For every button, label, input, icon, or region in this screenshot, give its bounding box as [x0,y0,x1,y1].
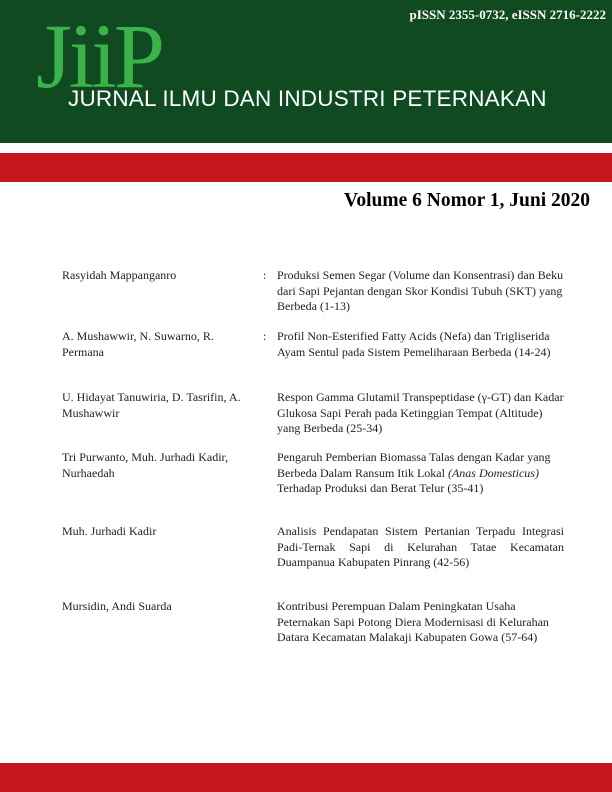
entry-authors: U. Hidayat Tanuwiria, D. Tasrifin, A. Mushawwir [62,390,241,420]
entry-authors: Tri Purwanto, Muh. Jurhadi Kadir, Nurhaedah [62,450,229,480]
entry-separator: : [263,329,267,343]
entry-authors: Mursidin, Andi Suarda [62,599,172,613]
entry-title[interactable]: Analisis Pendapatan Sistem Pertanian Terpadu Integrasi Padi-Ternak Sapi di Kelurahan Tatae Kecamatan Duampanua Kabupaten Pinrang (42-56) [277,524,564,569]
entry-authors: A. Mushawwir, N. Suwarno, R. Permana [62,329,214,359]
entry-title-part: Terhadap Produksi dan Berat Telur (35-41) [277,481,484,495]
entry-title[interactable] [277,450,564,497]
volume-issue: Volume 6 Nomor 1, Juni 2020 [344,190,590,211]
journal-logo: JiiP [36,5,163,107]
top-red-bar [0,153,612,182]
bottom-red-bar [0,763,612,792]
entry-title[interactable]: Kontribusi Perempuan Dalam Peningkatan Usaha Peternakan Sapi Potong Diera Modernisasi di Kelurahan Datara Kecamatan Malakaji Kabupaten Gowa (57-64) [277,599,549,644]
entry-separator: : [263,268,267,282]
entry-title-part: Pengaruh Pemberian Biomassa Talas dengan Kadar yang Berbeda Dalam Ransum Itik Lokal [277,450,551,480]
entry-title-italic: (Anas Domesticus) [447,465,539,480]
header-gap [0,143,612,153]
issn-text: pISSN 2355-0732, eISSN 2716-2222 [409,7,606,22]
entry-title[interactable]: Profil Non-Esterified Fatty Acids (Nefa) dan Trigliserida Ayam Sentul pada Sistem Pemeliharaan Berbeda (14-24) [277,329,551,359]
entry-authors: Rasyidah Mappanganro [62,268,177,282]
entry-title[interactable]: Respon Gamma Glutamil Transpeptidase (γ-GT) dan Kadar Glukosa Sapi Perah pada Ketinggian Tempat (Altitude) yang Berbeda (25-34) [277,390,564,435]
entry-title[interactable]: Produksi Semen Segar (Volume dan Konsentrasi) dan Beku dari Sapi Pejantan dengan Skor Kondisi Tubuh (SKT) yang Berbeda (1-13) [277,268,564,313]
journal-name: JURNAL ILMU DAN INDUSTRI PETERNAKAN [68,86,547,111]
entry-authors: Muh. Jurhadi Kadir [62,524,157,538]
journal-header [0,0,612,143]
